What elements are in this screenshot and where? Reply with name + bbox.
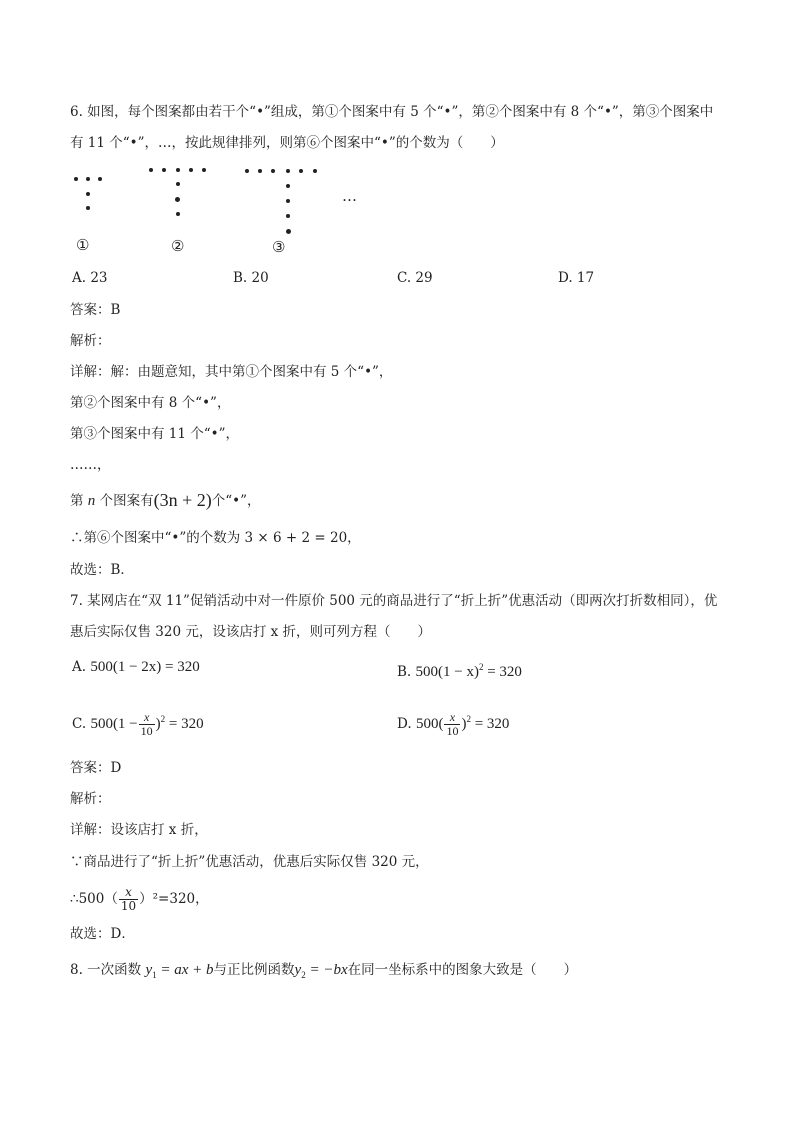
fraction-x-over-10 [139,711,155,738]
q8-y2-expression: = −bx [305,962,348,978]
q7-option-a [72,657,200,677]
variable-n: n [87,493,96,509]
dot [202,168,206,172]
dot [286,184,290,188]
dot [149,168,153,172]
q6-detail-1: 详解：解：由题意知，其中第①个图案中有 5 个“•”， [70,364,393,380]
dot [258,169,262,173]
q6-analysis-heading: 解析： [70,333,111,349]
q8-stem-pre: 8. 一次函数 [70,962,142,978]
formula-3n-plus-2: (3n + 2) [153,490,212,510]
q6-option-b: B. 20 [233,270,269,286]
q8-stem-mid: 与正比例函数 [213,962,295,978]
dot [313,169,317,173]
figure-ellipsis: … [342,187,357,205]
q6-stem-line1: 6. 如图，每个图案都由若干个“•”组成，第①个图案中有 5 个“•”，第②个图案中有 8 个“•”，第③个图案中 [70,104,714,120]
q7-option-d-formula [415,710,510,739]
q6-stem-line2: 有 11 个“•”，…，按此规律排列，则第⑥个图案中“•”的个数为（ ） [70,135,504,151]
q6-detail-6: ∴第⑥个图案中“•”的个数为 3 × 6 + 2 = 20， [70,530,361,546]
q8-y1-subscript: 1 [152,970,157,980]
q8-y1-symbol: y [145,962,153,978]
q6-detail-5-pre: 第 [70,493,84,509]
dot [286,229,291,234]
fraction-numerator: x [125,885,132,899]
dot [176,182,180,186]
q8-stem [70,960,577,985]
q7-option-d [397,704,509,739]
dot [286,169,290,173]
q7-option-c-paren: ) [155,716,161,732]
q7-option-c [72,704,204,739]
q6-detail-5 [70,490,261,511]
dot [299,169,303,173]
q7-option-c-lhs: 500(1 − [90,716,138,732]
dot [189,168,193,172]
dot [86,206,90,210]
q8-stem-post: 在同一坐标系中的图象大致是（ ） [347,962,578,978]
dot [86,177,90,181]
q7-detail-2: ∵商品进行了“折上折”优惠活动，优惠后实际仅售 320 元， [70,854,429,870]
dot [74,177,78,181]
q6-option-d: D. 17 [558,270,595,286]
q7-stem-line1: 7. 某网店在“双 11”促销活动中对一件原价 500 元的商品进行了“折上折”优惠活动（即两次打折数相同），优 [70,593,718,609]
q7-detail-3-post: ）²=320， [139,891,209,907]
fraction-numerator: x [449,710,456,725]
q7-analysis-heading: 解析： [70,791,111,807]
dot [98,177,102,181]
q6-detail-2: 第②个图案中有 8 个“•”， [70,395,231,411]
q7-option-c-label: C. [72,716,87,732]
q7-detail-3 [70,884,209,914]
q7-option-b [397,657,522,682]
q7-option-c-formula [90,710,204,739]
q7-option-d-rhs: = 320 [470,716,510,732]
fraction-x-over-10 [119,886,138,913]
fraction-x-over-10 [444,711,460,738]
q8-function-y1 [145,962,213,978]
q6-answer: 答案：B [70,302,121,318]
q6-option-c: C. 29 [397,270,433,286]
dot [245,169,249,173]
q6-choose: 故选：B． [70,562,134,578]
fraction-denominator: 10 [446,724,459,739]
figure-label-2: ② [171,237,185,255]
dot [286,199,290,203]
q7-detail-3-pre: ∴500（ [70,891,118,907]
dot [286,214,290,218]
q6-detail-4: ……， [70,457,111,473]
q8-y2-symbol: y [294,962,302,978]
dot [162,168,166,172]
q7-option-d-lhs: 500( [415,716,444,732]
fraction-numerator: x [143,710,150,725]
dot [175,197,180,202]
q7-option-a-label: A. [72,659,87,675]
q8-y1-expression: = ax + b [156,962,214,978]
q7-option-a-formula: 500(1 − 2x) = 320 [90,659,200,675]
q7-option-b-exponent: 2 [478,662,484,672]
fraction-denominator: 10 [140,724,153,739]
q6-detail-5-mid: 个图案有 [99,493,154,509]
q7-option-c-rhs: = 320 [165,716,204,732]
q7-option-d-exponent: 2 [466,714,471,724]
q7-option-d-paren: ) [461,716,467,732]
q7-option-c-exponent: 2 [160,714,166,724]
q6-detail-3: 第③个图案中有 11 个“•”， [70,426,240,442]
fraction-denominator: 10 [120,899,137,913]
q6-option-a: A. 23 [72,270,108,286]
q6-detail-5-post: 个“•”， [211,493,261,509]
q7-stem-line2: 惠后实际仅售 320 元，设该店打 x 折，则可列方程（ ） [70,624,432,640]
q7-option-b-base: 500(1 − x) [415,664,479,680]
figure-label-3: ③ [272,238,286,256]
q8-function-y2 [295,962,348,978]
q7-detail-1: 详解：设该店打 x 折， [70,822,208,838]
dot [176,168,180,172]
dot [271,169,275,173]
q7-option-b-rhs: = 320 [483,664,522,680]
q8-y2-subscript: 2 [301,970,306,980]
q7-option-d-label: D. [397,716,412,732]
figure-label-1: ① [76,236,90,254]
q7-option-b-formula [416,664,522,680]
dot [176,212,180,216]
dot [86,192,90,196]
q7-option-b-label: B. [397,664,412,680]
q7-answer: 答案：D [70,760,122,776]
q7-choose: 故选：D． [70,926,135,942]
